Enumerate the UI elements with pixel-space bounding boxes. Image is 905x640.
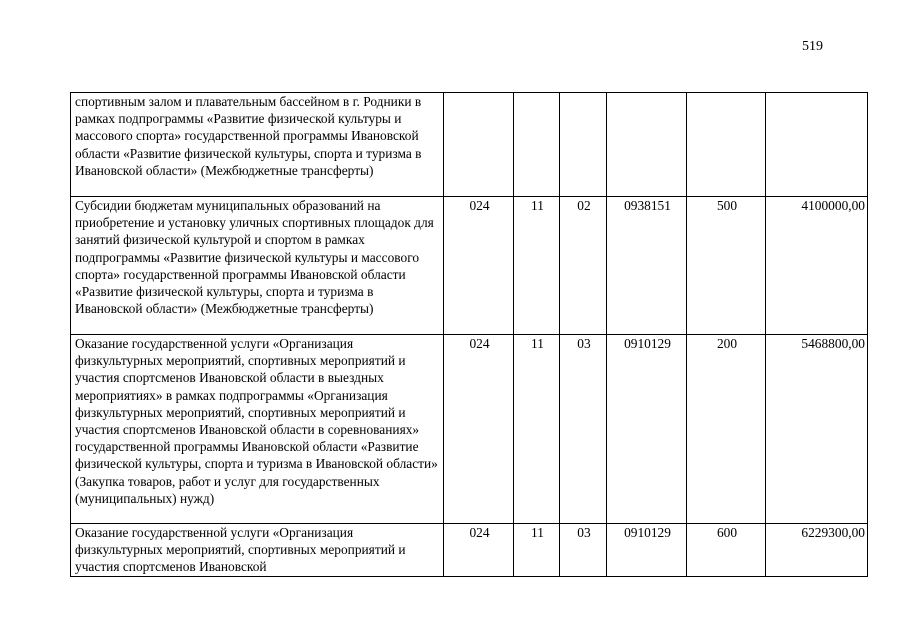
target-article-code (607, 93, 687, 197)
department-code: 024 (444, 335, 514, 524)
section-code (514, 93, 560, 197)
amount: 4100000,00 (766, 197, 868, 335)
department-code: 024 (444, 524, 514, 577)
expense-description: спортивным залом и плавательным бассейном в г. Родники в рамках подпрограммы «Развитие физической культуры и массового спорта» государственной программы Ивановской области «Развитие физической культуры, спорта и туризма в Ивановской области» (Межбюджетные трансферты) (71, 93, 444, 197)
subsection-code: 03 (560, 524, 607, 577)
expense-type-code: 500 (687, 197, 766, 335)
expense-description: Субсидии бюджетам муниципальных образований на приобретение и установку уличных спортивных площадок для занятий физической культурой и спортом в рамках подпрограммы «Развитие физической культуры и массового спорта» государственной программы Ивановской области «Развитие физической культуры, спорта и туризма в Ивановской области» (Межбюджетные трансферты) (71, 197, 444, 335)
section-code: 11 (514, 524, 560, 577)
page-number: 519 (802, 39, 823, 54)
department-code: 024 (444, 197, 514, 335)
table-row (71, 93, 868, 197)
amount: 5468800,00 (766, 335, 868, 524)
amount (766, 93, 868, 197)
expense-description: Оказание государственной услуги «Организация физкультурных мероприятий, спортивных мероприятий и участия спортсменов Ивановской области в выездных мероприятиях» в рамках подпрограммы «Организация физкультурных мероприятий, спортивных мероприятий и участия спортсменов Ивановской области в соревнованиях» государственной программы Ивановской области «Развитие физической культуры, спорта и туризма в Ивановской области» (Закупка товаров, работ и услуг для государственных (муниципальных) нужд) (71, 335, 444, 524)
budget-table (70, 92, 868, 577)
table-row (71, 335, 868, 524)
target-article-code: 0910129 (607, 524, 687, 577)
expense-description: Оказание государственной услуги «Организация физкультурных мероприятий, спортивных мероприятий и участия спортсменов Ивановской (71, 524, 444, 577)
department-code (444, 93, 514, 197)
amount: 6229300,00 (766, 524, 868, 577)
section-code: 11 (514, 197, 560, 335)
table-row (71, 197, 868, 335)
target-article-code: 0910129 (607, 335, 687, 524)
expense-type-code (687, 93, 766, 197)
subsection-code: 03 (560, 335, 607, 524)
expense-type-code: 600 (687, 524, 766, 577)
expense-type-code: 200 (687, 335, 766, 524)
subsection-code (560, 93, 607, 197)
subsection-code: 02 (560, 197, 607, 335)
section-code: 11 (514, 335, 560, 524)
target-article-code: 0938151 (607, 197, 687, 335)
table-row (71, 524, 868, 577)
